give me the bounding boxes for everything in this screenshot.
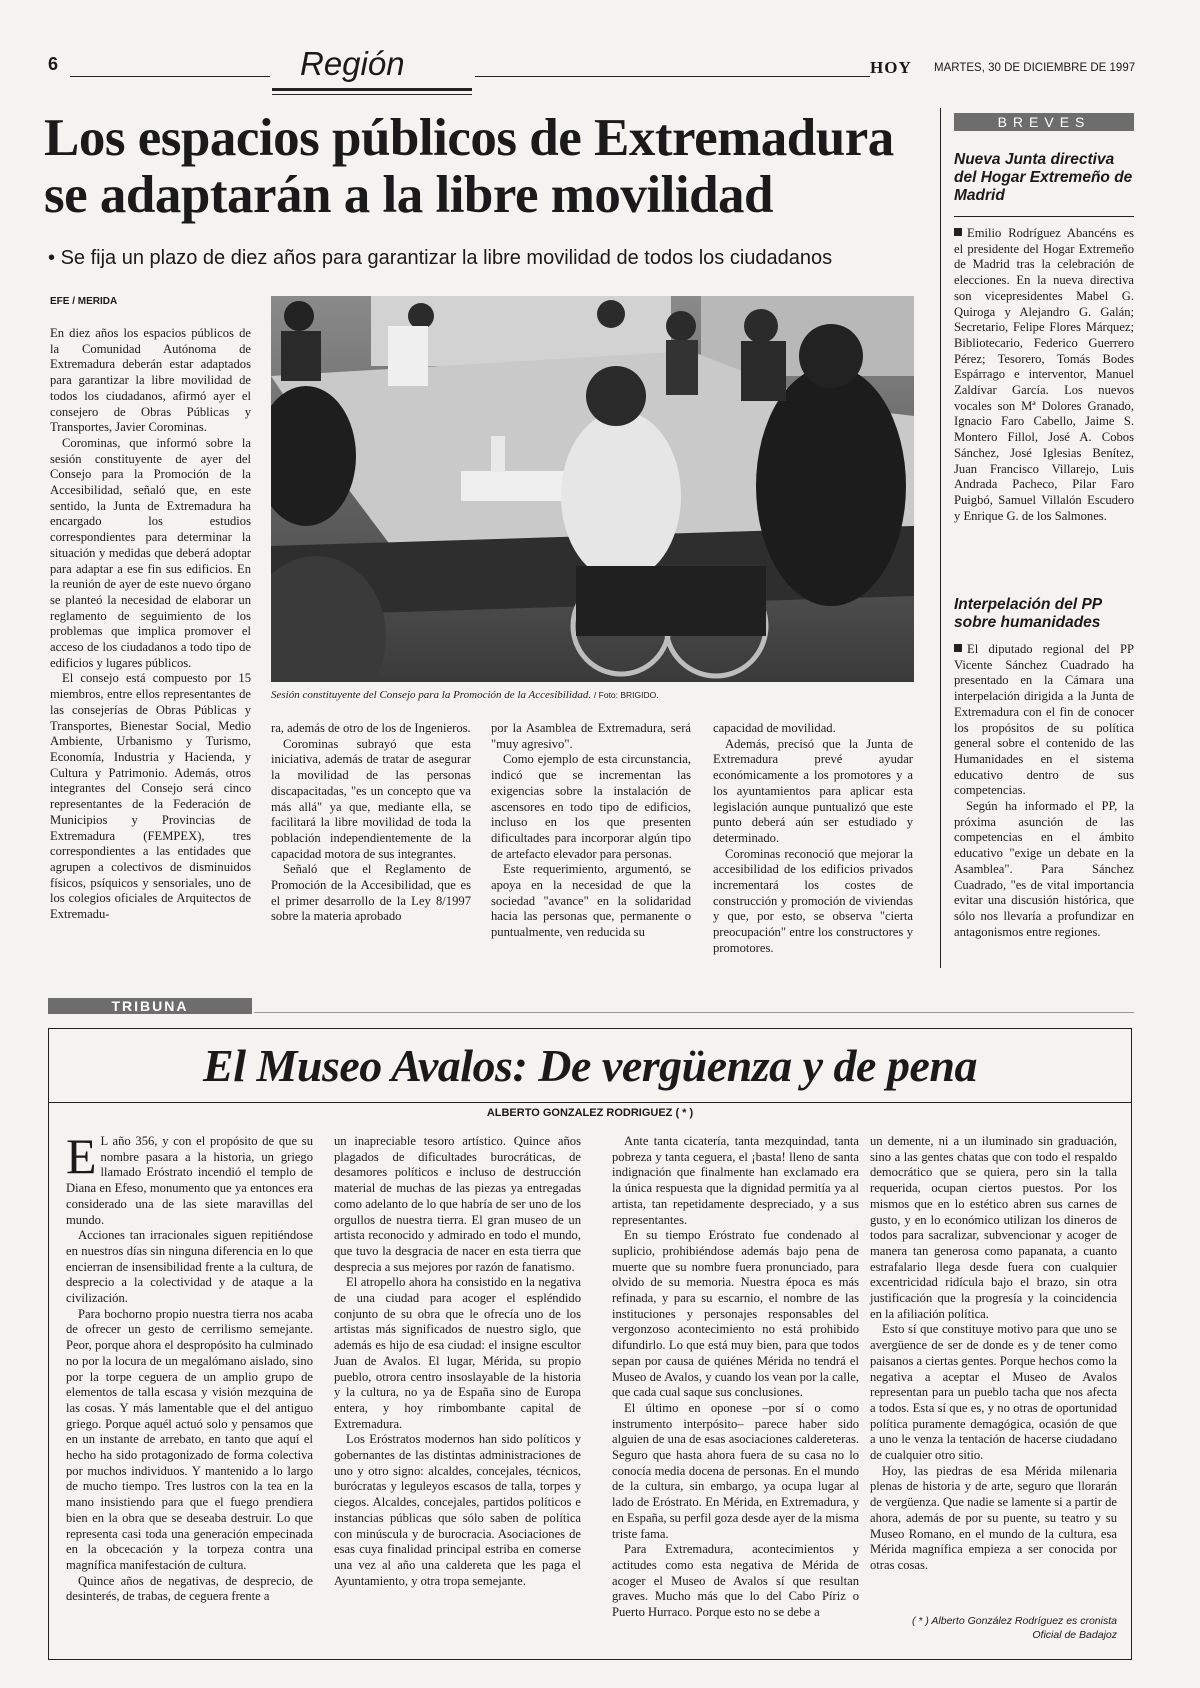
- tribuna-paragraph: Hoy, las piedras de esa Mérida milenaria plenas de historia y de arte, seguro que llorarán de vergüenza. Que nadie se lamente si a partir de ahora, además de por su puente, su teatro y su Museo Romano, en el mundo de la cultura, esa Mérida magnífica empieza a ser conocida por otras cosas.: [870, 1463, 1117, 1572]
- article-column-4: [713, 721, 913, 957]
- breve-2-title: Interpelación del PP sobre humanidades: [954, 596, 1102, 631]
- tribuna-paragraph: El atropello ahora ha consistido en la negativa de una ciudad para acoger el espléndido conjunto de su obra que le ofrecía uno de los artistas más significados de nuestro siglo, que además es hijo de esa ciudad: el insigne escultor Juan de Avalos. El lugar, Mérida, su propio pueblo, otrora centro insoslayable de la historia y la cultura, no ya de España sino de Europa entera, y hoy rimbombante capital de Extremadura.: [334, 1275, 581, 1431]
- main-headline: [44, 110, 924, 224]
- article-paragraph: Corominas subrayó que esta iniciativa, además de tratar de asegurar la movilidad de las personas discapacitadas, "es un concepto que va más allá" ya que, mediante ella, se facilitará la libre movilidad de toda la población independientemente de la capacidad motora de sus integrantes.: [271, 736, 471, 861]
- brand-logo: HOY: [870, 58, 912, 77]
- photo-caption: Sesión constituyente del Consejo para la Promoción de la Accesibilidad. / Foto: BRIGIDO.: [271, 689, 659, 701]
- square-bullet-icon: [954, 228, 962, 236]
- breve-2-body: El diputado regional del PP Vicente Sánchez Cuadrado ha presentado en la Cámara una interpelación dirigida a la Junta de Extremadura con el fin de conocer los propósitos de su política general sobre el contenido de las Humanidades en el sistema educativo dentro de sus competencias. Según ha informado el PP, la próxima asunción de las competencias en el ámbito educativo "exige un debate en la Asamblea". Para Sánchez Cuadrado, "es de vital importancia evitar una discusión histórica, que sólo nos llevaría a profundizar en antagonismos entre regiones.: [954, 642, 1134, 939]
- article-paragraph: Corominas, que informó sobre la sesión constituyente de ayer del Consejo para la Promoción de la Accesibilidad, señaló que, en este sentido, la Junta de Extremadura ha encargado los estudios correspondientes para determinar la situación y medidas que deberá adoptar para adaptar a ese fin sus edificios. En la reunión de ayer de este nuevo órgano se planteó la necesidad de elaborar un reglamento de seguimiento de los problemas que implica promover el acceso de los ciudadanos a todo tipo de edificios y lugares públicos.: [50, 435, 251, 670]
- page-number: 6: [48, 54, 59, 74]
- tribuna-column-4: [870, 1134, 1117, 1574]
- article-column-1: [50, 326, 251, 923]
- drop-cap: E: [66, 1128, 97, 1184]
- article-paragraph: capacidad de movilidad.: [713, 721, 836, 735]
- article-paragraph: Señaló que el Reglamento de Promoción de la Accesibilidad, que es el primer desarrollo de la Ley 8/1997 sobre la materia aprobado: [271, 862, 471, 924]
- article-paragraph: ra, además de otro de los de Ingenieros.: [271, 721, 471, 735]
- headline-line-2: se adaptarán a la libre movilidad: [44, 166, 774, 224]
- tribuna-paragraph: Para bochorno propio nuestra tierra nos acaba de ofrecer un gesto de cerrilismo semejante. Peor, porque ahora el despropósito ha culminado no por la locura de un megalómano aislado, sino por la torpe ceguera de un amplio grupo de elementos de talla escasa y visión mezquina de las cosas. Y más lamentable que el del antiguo griego. Porque aquél actuó solo y pensamos que en un instante de arrebato, en tanto que aquí el hecho ha sido protagonizado de forma colectiva por muchos individuos. Y mantenido a lo largo de mucho tiempo. Tres lustros con la tea en la mano insistiendo para que el fuego prendiera bien en la obra que se deseaba destruir. Lo que representa casi toda una generación empecinada en la obcecación y la torpeza contra una magnífica manifestación de cultura.: [66, 1306, 313, 1572]
- tribuna-headline: El Museo Avalos: De vergüenza y de pena: [203, 1040, 977, 1091]
- tribuna-paragraph: Ante tanta cicatería, tanta mezquindad, tanta pobreza y tanta ceguera, el ¡basta! lleno de santa indignación que finalmente han exclamado era la única respuesta que la dignidad permitía ya al artista, tan repetidamente despreciado, y a sus representantes.: [612, 1134, 859, 1227]
- tribuna-paragraph: Acciones tan irracionales siguen repitiéndose en nuestros días sin ninguna diferencia en lo que encierran de insensibilidad frente a la cultura, de desprecio a la colectividad y de ataque a la civilización.: [66, 1228, 313, 1306]
- news-photo: [271, 296, 914, 682]
- article-paragraph: Como ejemplo de esta circunstancia, indicó que se incrementan las exigencias sobre la instalación de ascensores en todo tipo de edificios, incluso en los que presenten dificultades para incorporar algún tipo de artefacto elevador para personas.: [491, 752, 691, 861]
- tribuna-column-3: [612, 1134, 859, 1621]
- article-paragraph: por la Asamblea de Extremadura, será "muy agresivo".: [491, 721, 691, 751]
- issue-date: MARTES, 30 DE DICIEMBRE DE 1997: [934, 62, 1136, 74]
- meeting-photo-illustration: [271, 296, 914, 682]
- article-paragraph: En diez años los espacios públicos de la Comunidad Autónoma de Extremadura deberán estar adaptados para garantizar la libre movilidad de todos los ciudadanos, afirmó ayer el consejero de Obras Públicas y Transportes, Javier Corominas.: [50, 326, 251, 435]
- tribuna-paragraph: Quince años de negativas, de desprecio, de desinterés, de trabas, de ceguera frente a: [66, 1573, 313, 1604]
- breve-paragraph: Según ha informado el PP, la próxima asunción de las competencias en el ámbito educativo "exige un debate en la Asamblea". Para Sánchez Cuadrado, "es de vital importancia evitar una discusión histórica, que sólo nos llevaría a profundizar en antagonismos entre regiones.: [954, 799, 1134, 939]
- article-paragraph: El consejo está compuesto por 15 miembros, entre ellos representantes de las consejerías de Obras Públicas y Transportes, Bienestar Social, Medio Ambiente, Urbanismo y Turismo, Economía, Industria y Hacienda, y Cultura y Patrimonio. Además, otros integrantes del Consejo será cinco representantes de la Federación de Municipios y Provincias de Extremadura (FEMPEX), tres correspondientes a las entidades que agrupen a colectivos de disminuidos físicos, psíquicos y sensoriales, uno de los colegios oficiales de Arquitectos de Extremadu-: [50, 671, 251, 922]
- tribuna-paragraph: Para Extremadura, acontecimientos y actitudes como esta negativa de Mérida de acoger el Museo de Avalos sí que resultan graves. Mucho más que lo del Cabo Píriz o Puerto Hurraco. Porque esto no se debe a: [612, 1542, 859, 1620]
- tribuna-paragraph: un inapreciable tesoro artístico. Quince años plagados de dificultades burocráticas, de desamores políticos e incluso de destrucción material de muchas de las piezas ya entregadas como adelanto de lo que habría de ser uno de los orgullos de nuestra tierra. El gran museo de un artista reconocido y admirado en todo el mundo, que tuvo la desgracia de nacer en esta tierra que desprecia a sus mejores por razón de fanatismo.: [334, 1134, 581, 1274]
- tribuna-column-2: [334, 1134, 581, 1589]
- tribuna-column-1: E L año 356, y con el propósito de que su nombre pasara a la historia, un griego llamado Eróstrato incendió el templo de Diana en Efeso, monumento que ya entonces era considerado una de las siete maravillas del mundo. Acciones tan irracionales siguen repitiéndose en nuestros días sin ninguna diferencia en lo que encierran de insensibilidad frente a la cultura, de desprecio a la colectividad y de ataque a la civilización. Para bochorno propio nuestra tierra nos acaba de ofrecer un gesto de cerrilismo semejante. Peor, porque ahora el despropósito ha culminado no por la locura de un megalómano aislado, sino por la torpe ceguera de un amplio grupo de elementos de talla escasa y visión mezquina de las cosas. Y más lamentable que el del antiguo griego. Porque aquél actuó solo y pensamos que en un instante de arrebato, en tanto que aquí el hecho ha sido protagonizado de forma colectiva por muchos individuos. Y mantenido a lo largo de mucho tiempo. Tres lustros con la tea en la mano insistiendo para que el fuego prendiera bien en la obra que se deseaba destruir. Lo que representa casi toda una generación empecinada en la obcecación y la torpeza contra una magnífica manifestación de cultura. Quince años de negativas, de desprecio, de desinterés, de trabas, de ceguera frente a: [66, 1128, 313, 1604]
- tribuna-paragraph: En su tiempo Eróstrato fue condenado al suplicio, prohibiéndose además bajo pena de muerte que su nombre fuera pronunciado, para olvido de su memoria. Nuestra época es más refinada, y para su escarnio, el nombre de las instituciones y personajes responsables del vergonzoso acontecimiento no está prohibido difundirlo. Lo que está muy bien, para que todos sepan por causa de quiénes Mérida no tendrá el Museo de Avalos, y cuando los vean por la calle, que cada cual saque sus conclusiones.: [612, 1228, 859, 1400]
- tribuna-author: ALBERTO GONZALEZ RODRIGUEZ ( * ): [486, 1107, 694, 1119]
- article-paragraph: Corominas reconoció que mejorar la accesibilidad de los edificios privados incrementará los costes de construcción y promoción de viviendas y que, por esto, se observa "cierta preocupación" entre los constructores y promotores.: [713, 846, 913, 955]
- tribuna-paragraph: Esto sí que constituye motivo para que uno se avergüence de ser de donde es y de tener como paisanos a ciertas gentes. Porque hechos como la negativa a aceptar el Museo de Avalos representan para un pueblo tacha que nos afecta a todos. Esta sí que es, y no otras de oportunidad política puramente demagógica, ocasión de que a uno le venza la tentación de hacerse ciudadano de cualquier otro sitio.: [870, 1322, 1117, 1463]
- tribuna-paragraph: Los Eróstratos modernos han sido políticos y gobernantes de las distintas administraciones de uno y otro signo: alcaldes, concejales, técnicos, burócratas y leguleyos escasos de talla, torpes y ciegos. Alcaldes, concejales, partidos políticos e instancias públicas que sólo saben de política con minúscula y de burocracia. Asociaciones de esas cuya finalidad principal estriba en comerse una vez al año una caldereta que les paga el Ayuntamiento, y otra tropa semejante.: [334, 1432, 581, 1588]
- headline-line-1: Los espacios públicos de Extremadura: [44, 109, 894, 167]
- section-title: Región: [300, 45, 405, 82]
- square-bullet-icon: [954, 644, 962, 652]
- breve-1-body: Emilio Rodríguez Abancéns es el presidente del Hogar Extremeño de Madrid tras la celebración de elecciones. En la nueva directiva son vicepresidentes Mabel G. Quiroga y Alejandro G. Galán; Secretario, Felipe Flores Márquez; Bibliotecario, Federico Guerrero Pérez; Tesorero, Tomás Bodes Espárrago e interventor, Manuel Zaldívar García. Los nuevos vocales son Mª Dolores Granado, Ignacio Faro Cabello, Jaime S. Montero Fillol, José A. Cobos Sánchez, José Iglesias Benítez, Juan Francisco Villarejo, Luis Andrada Pacheco, Pilar Faro Puigbó, Samuel Villalón Escudero y Enrique G. de los Salmones.: [954, 226, 1134, 523]
- breve-1-title: Nueva Junta directiva del Hogar Extremeño de Madrid: [954, 151, 1133, 204]
- bullet-icon: •: [48, 247, 56, 269]
- tribuna-footnote: ( * ) Alberto González Rodríguez es cronista Oficial de Badajoz: [911, 1615, 1117, 1641]
- article-paragraph: Este requerimiento, argumentó, se apoya en la necesidad de que la sociedad "avance" en la solidaridad hacia las personas que, permanente o puntualmente, ven reducida su: [491, 862, 691, 940]
- article-paragraph: Además, precisó que la Junta de Extremadura prevé ayudar económicamente a los promotores y a los ayuntamientos para aplicar esta legislación aunque puntualizó que este punto deberá aún ser estudiado y determinado.: [713, 736, 913, 845]
- subheadline: • Se fija un plazo de diez años para garantizar la libre movilidad de todos los ciudadanos: [48, 247, 833, 269]
- tribuna-paragraph: El último en oponese –por sí o como instrumento interpósito– parece haber sido alguien de una de esas asociaciones caldereteras. Seguro que hasta ahora fuera de su casa no lo conocía media docena de personas. En el mundo de la cultura, sin embargo, ya ocupa lugar al lado de Eróstrato. En Mérida, en Extremadura, y en España, su perfil goza desde ayer de la misma triste fama.: [612, 1400, 859, 1541]
- photo-credit: / Foto: BRIGIDO.: [593, 690, 659, 700]
- breves-label: BREVES: [954, 113, 1134, 131]
- article-column-3: [491, 721, 691, 941]
- tribuna-paragraph: un demente, ni a un iluminado sin graduación, sino a las gentes chatas que con todo el respaldo democrático que se quiera, pero sin la talla requerida, ocupan ciertos puestos. Por los mismos que en lo estético abren sus carnes de gusto, y en lo económico utilizan los dineros de todos para sacralizar, subvencionar y acoger de manera tan generosa como papanata, a cuanto estrafalario llega desde fuera con cualquier excentricidad ridícula bajo el brazo, sin otra justificación que la progresía y la coincidencia en la afiliación política.: [870, 1134, 1117, 1321]
- article-column-2: [271, 721, 471, 925]
- tribuna-label: TRIBUNA: [48, 998, 252, 1014]
- byline: EFE / MERIDA: [50, 296, 118, 307]
